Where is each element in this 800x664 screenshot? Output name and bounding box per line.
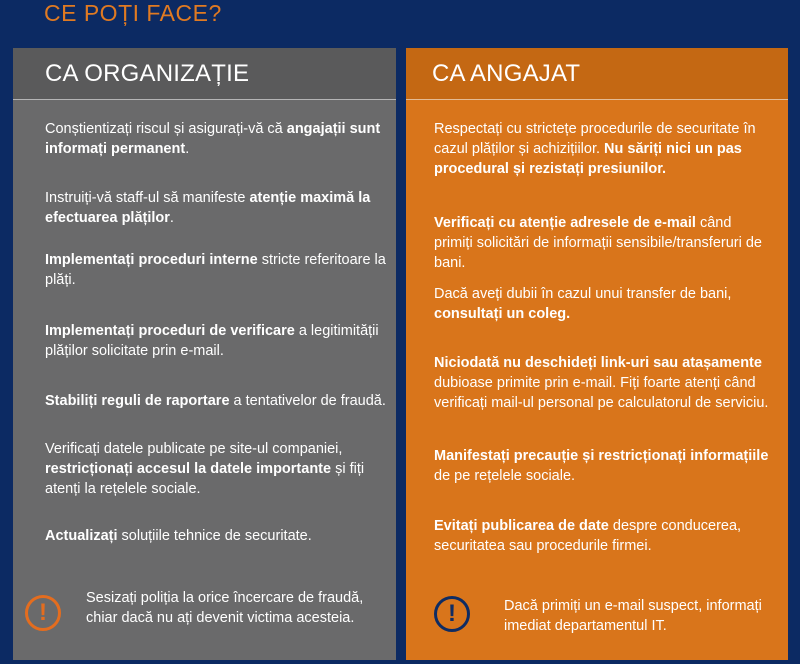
employee-panel: [406, 48, 788, 660]
employee-tip: [434, 284, 774, 324]
organization-panel-header: [13, 48, 396, 100]
body-text: de pe rețelele sociale.: [434, 468, 576, 484]
employee-tip: [434, 353, 774, 413]
body-text: Instruiți-vă staff-ul să manifeste: [45, 190, 250, 206]
warning-exclamation-icon: !: [434, 596, 470, 632]
emphasis-text: restricționați accesul la datele importante: [45, 461, 332, 477]
employee-tip: [434, 446, 774, 486]
body-text: când primiți solicitări de informații sensibile/transferuri de bani.: [434, 215, 762, 271]
body-text: .: [185, 141, 190, 157]
emphasis-text: Nu săriți nici un pas procedural și rezistați presiunilor.: [434, 141, 742, 177]
organization-tip: [45, 250, 387, 290]
emphasis-text: Manifestați precauție și restricționați informațiile: [434, 448, 769, 464]
organization-tip: [45, 526, 387, 546]
emphasis-text: Stabiliți reguli de raportare: [45, 393, 230, 409]
employee-tip: [434, 516, 774, 556]
body-text: despre conducerea, securitatea sau procedurile firmei.: [434, 518, 742, 554]
emphasis-text: consultați un coleg.: [434, 306, 571, 322]
organization-tip: [45, 321, 387, 361]
emphasis-text: Niciodată nu deschideți link-uri sau atașamente: [434, 355, 762, 371]
organization-tip: [45, 439, 387, 499]
employee-panel-header: [406, 48, 788, 100]
emphasis-text: Verificați cu atenție adresele de e-mail: [434, 215, 696, 231]
organization-tip: [45, 188, 387, 228]
body-text: și fiți atenți la rețelele sociale.: [45, 461, 365, 497]
emphasis-text: Evitați publicarea de date: [434, 518, 609, 534]
body-text: stricte referitoare la plăți.: [45, 252, 386, 288]
employee-tip: [434, 213, 774, 273]
employee-tip: [434, 119, 774, 179]
warning-exclamation-icon: !: [25, 595, 61, 631]
body-text: dubioase primite prin e-mail. Fiți foarte atenți când verificați mail-ul personal pe calculatorul de serviciu.: [434, 375, 769, 411]
body-text: Verificați datele publicate pe site-ul companiei,: [45, 441, 343, 457]
body-text: .: [169, 210, 174, 226]
body-text: soluțiile tehnice de securitate.: [117, 528, 312, 544]
body-text: Respectați cu strictețe procedurile de securitate în cazul plăților și achizițiilor.: [434, 121, 756, 157]
organization-tip: [45, 119, 387, 159]
emphasis-text: Implementați proceduri interne: [45, 252, 258, 268]
emphasis-text: Implementați proceduri de verificare: [45, 323, 295, 339]
body-text: a legitimității plăților solicitate prin e-mail.: [45, 323, 379, 359]
body-text: Dacă aveți dubii în cazul unui transfer de bani,: [434, 286, 732, 302]
emphasis-text: Actualizați: [45, 528, 118, 544]
employee-panel-title: CA ANGAJAT: [432, 59, 581, 87]
page-heading: CE POȚI FACE?: [44, 0, 222, 26]
organization-panel-title: CA ORGANIZAȚIE: [45, 59, 250, 87]
emphasis-text: angajații sunt informați permanent: [45, 121, 381, 157]
body-text: Conștientizați riscul și asigurați-vă că: [45, 121, 287, 137]
organization-note: Sesizați poliția la orice încercare de fraudă, chiar dacă nu ați devenit victima acesteia.: [86, 590, 364, 626]
body-text: a tentativelor de fraudă.: [229, 393, 386, 409]
employee-note: Dacă primiți un e-mail suspect, informați imediat departamentul IT.: [504, 598, 762, 634]
organization-panel: [13, 48, 396, 660]
emphasis-text: atenție maximă la efectuarea plăților: [45, 190, 371, 226]
organization-tip: [45, 391, 387, 411]
